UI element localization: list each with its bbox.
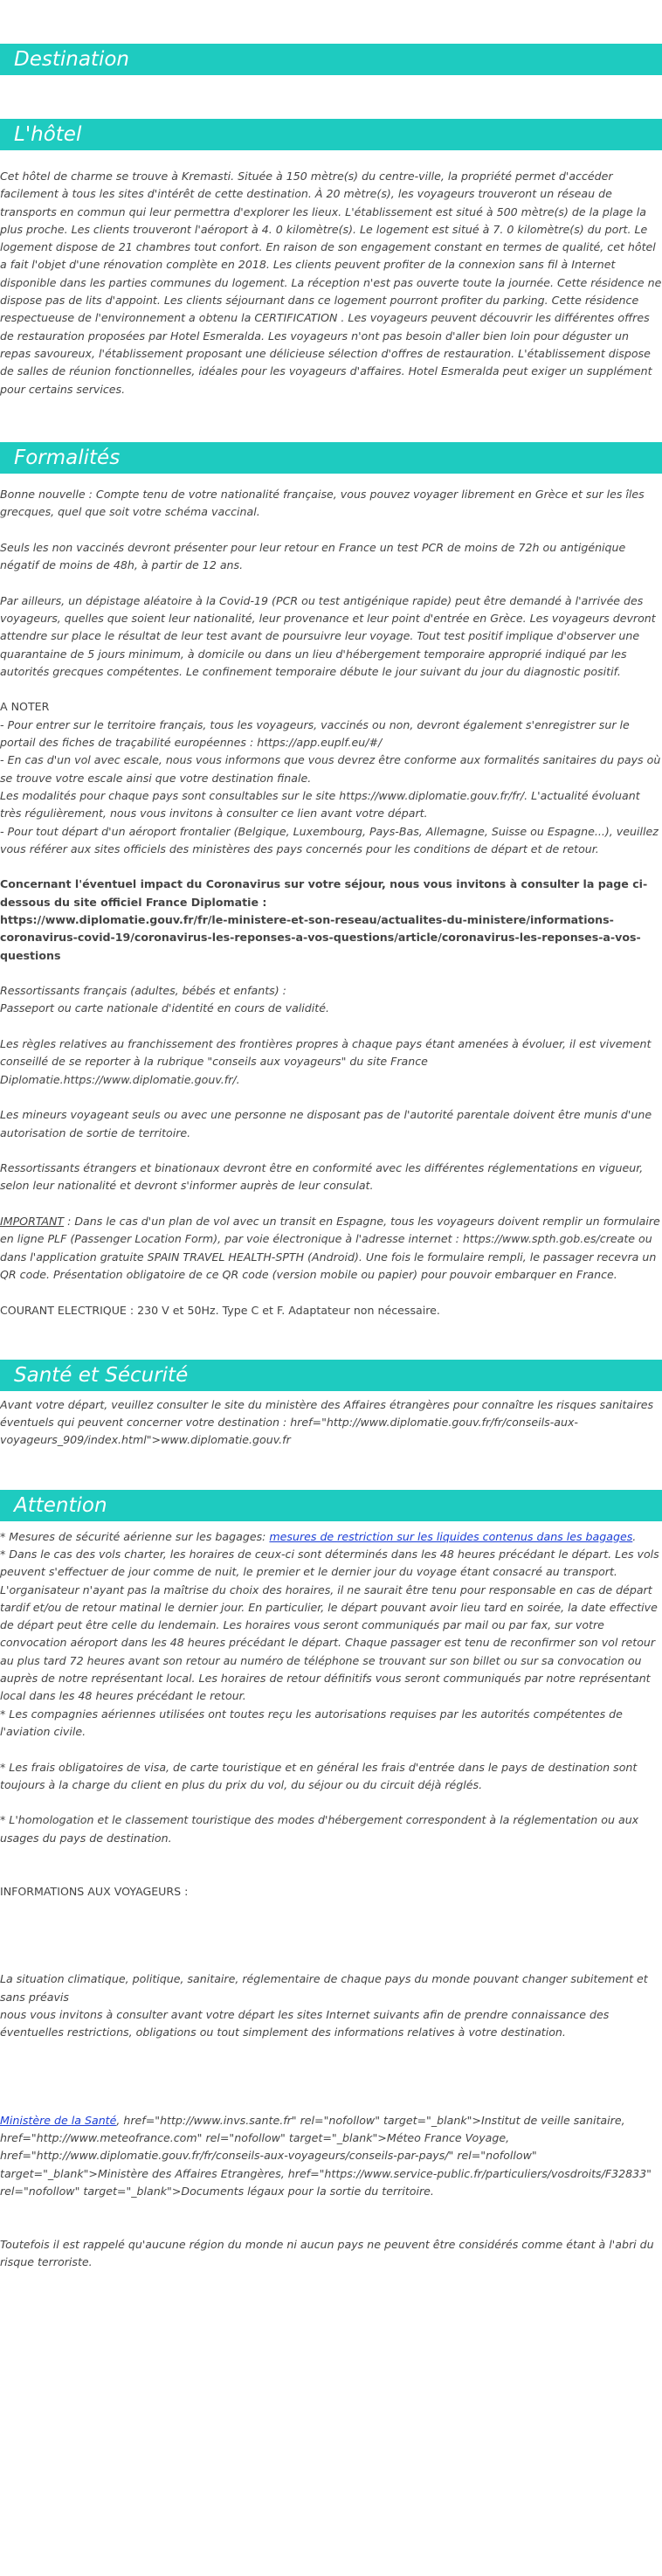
- important-label: IMPORTANT: [0, 1215, 65, 1229]
- sante-heading: Santé et Sécurité: [0, 1360, 662, 1391]
- spacer: [0, 2060, 662, 2112]
- hotel-description: Cet hôtel de charme se trouve à Kremasti. Située à 150 mètre(s) du centre-ville, la propriété permet d'accéder facilement à tous les sites d'intérêt de cette destination. À 20 mètre(s), les voyageurs trouveront un réseau de transports en commun qui leur permettra d'explorer les lieux. L'établissement est situé à 500 mètre(s) de la plage la plus proche. Les clients trouveront l'aéroport à 4. 0 kilomètre(s). Le logement est situé à 7. 0 kilomètre(s) du port. Le logement dispose de 21 chambres tout confort. En raison de son engagement constant en termes de qualité, cet hôtel a fait l'objet d'une rénovation complète en 2018. Les clients peuvent profiter de la connexion sans fil à Internet disponible dans les parties communes du logement. La réception n'est pas ouverte toute la journée. Cette résidence ne dispose pas de lits d'appoint. Les clients séjournant dans ce logement pourront profiter du parking. Cette résidence respectueuse de l'environnement a obtenu la CERTIFICATION . Les voyageurs peuvent découvrir les différentes offres de restauration proposées par Hotel Esmeralda. Les voyageurs n'ont pas besoin d'aller bien loin pour déguster un repas savoureux, l'établissement proposant une délicieuse sélection d'offres de restauration. L'établissement dispose de salles de réunion fonctionnelles, idéales pour les voyageurs d'affaires. Hotel Esmeralda peut exiger un supplément pour certains services.: [0, 170, 662, 396]
- sante-section: [0, 1319, 662, 1450]
- destination-heading: Destination: [0, 44, 662, 75]
- spacer: [0, 1865, 662, 1882]
- formalites-heading: Formalités: [0, 442, 662, 474]
- attention-item-3: * Les compagnies aériennes utilisées ont toutes reçu les autorisations requises par les autorités compétentes de l'aviation civile.: [0, 1707, 623, 1738]
- note-item-4: - Pour tout départ d'un aéroport frontalier (Belgique, Luxembourg, Pays-Bas, Allemagne, Suisse ou Espagne...), veuillez vous référer aux sites officiels des ministères des pays concernés pour les conditions de départ et de retour.: [0, 824, 659, 855]
- info-title: INFORMATIONS AUX VOYAGEURS :: [0, 1884, 189, 1898]
- formalites-mineurs: Les mineurs voyageant seuls ou avec une personne ne disposant pas de l'autorité parentale doivent être munis d'une autorisation de sortie de territoire.: [0, 1108, 652, 1139]
- formalites-p3: Par ailleurs, un dépistage aléatoire à la Covid-19 (PCR ou test antigénique rapide) peut être demandé à l'arrivée des voyageurs, quelles que soient leur nationalité, leur provenance et leur point d'entrée en Grèce. Les voyageurs devront attendre sur place le résultat de leur test avant de poursuivre leur voyage. Tout test positif implique d'observer une quarantaine de 5 jours minimum, à domicile ou dans un lieu d'hébergement temporaire approprié indiqué par les autorités grecques compétentes. Le confinement temporaire débute le jour suivant du jour du diagnostic positif.: [0, 593, 656, 678]
- info-links: [0, 2112, 662, 2200]
- note-item-1: - Pour entrer sur le territoire français, tous les voyageurs, vaccinés ou non, devront également s'enregistrer sur le portail des fiches de traçabilité européennes : https://app.euplf.eu/#/: [0, 717, 630, 750]
- attention-item-1-text: * Mesures de sécurité aérienne sur les bagages:: [0, 1529, 270, 1543]
- attention-item-5: * L'homologation et le classement touristique des modes d'hébergement correspondent à la réglementation ou aux usages du pays de destination.: [0, 1813, 639, 1845]
- courant-electrique: COURANT ELECTRIQUE : 230 V et 50Hz. Type C et F. Adaptateur non nécessaire.: [0, 1303, 440, 1317]
- hotel-body: [0, 150, 662, 398]
- liquides-link[interactable]: mesures de restriction sur les liquides contenus dans les bagages: [269, 1529, 633, 1543]
- coronavirus-url: https://www.diplomatie.gouv.fr/fr/le-ministere-et-son-reseau/actualites-du-ministere/informations-coronavirus-covid-19/coronavirus-les-reponses-a-vos-questions/article/coronavirus-les-reponses-a-vos-questions: [0, 912, 641, 962]
- ressortissants-docs: Passeport ou carte nationale d'identité en cours de validité.: [0, 1001, 329, 1015]
- attention-section: [0, 1450, 662, 2272]
- important-notice: [0, 1213, 662, 1284]
- formalites-p2: Seuls les non vaccinés devront présenter pour leur retour en France un test PCR de moins de 72h ou antigénique négatif de moins de 48h, à partir de 12 ans.: [0, 540, 626, 572]
- attention-item-4: * Les frais obligatoires de visa, de carte touristique et en général les frais d'entrée dans le pays de destination sont toujours à la charge du client en plus du prix du vol, du séjour ou du circuit déjà réglés.: [0, 1760, 638, 1791]
- hotel-heading: L'hôtel: [0, 119, 662, 150]
- formalites-p1: Bonne nouvelle : Compte tenu de votre nationalité française, vous pouvez voyager librement en Grèce et sur les îles grecques, quel que soit votre schéma vaccinal.: [0, 487, 645, 519]
- spacer: [0, 1918, 662, 1970]
- formalites-etrangers: Ressortissants étrangers et binationaux devront être en conformité avec les différentes réglementations en vigueur, selon leur nationalité et devront s'informer auprès de leur consulat.: [0, 1161, 644, 1193]
- formalites-section: [0, 398, 662, 1319]
- terrorisme-notice: Toutefois il est rappelé qu'aucune région du monde ni aucun pays ne peuvent être considérés comme étant à l'abri du risque terroriste.: [0, 2237, 654, 2269]
- spacer: [0, 2219, 662, 2236]
- destination-section: [0, 0, 662, 75]
- sante-body: [0, 1391, 662, 1450]
- note-item-2: - En cas d'un vol avec escale, nous vous informons que vous devrez être conforme aux formalités sanitaires du pays où se trouve votre escale ainsi que votre destination finale.: [0, 753, 661, 785]
- attention-item-1-end: .: [632, 1529, 637, 1543]
- attention-heading: Attention: [0, 1490, 662, 1521]
- info-text-2: nous vous invitons à consulter avant votre départ les sites Internet suivants afin de prendre connaissance des éventuelles restrictions, obligations ou tout simplement des informations relatives à votre destination.: [0, 2007, 610, 2039]
- note-title: A NOTER: [0, 700, 50, 714]
- formalites-body: [0, 474, 662, 1319]
- note-item-3: Les modalités pour chaque pays sont consultables sur le site https://www.diplomatie.gouv.fr/fr/. L'actualité évoluant très régulièrement, nous vous invitons à consulter ce lien avant votre départ.: [0, 788, 640, 821]
- attention-body: [0, 1521, 662, 2272]
- important-text: : Dans le cas d'un plan de vol avec un transit en Espagne, tous les voyageurs doivent remplir un formulaire en ligne PLF (Passenger Location Form), par voie électronique à l'adresse internet : https://www.spth.gob.es/create ou dans l'application gratuite SPAIN TRAVEL HEALTH-SPTH (Android). Une fois le formulaire rempli, le passager recevra un QR code. Présentation obligatoire de ce QR code (version mobile ou papier) pour pouvoir embarquer en France.: [0, 1215, 660, 1281]
- info-text-1: La situation climatique, politique, sanitaire, réglementaire de chaque pays du monde pouvant changer subitement et sans préavis: [0, 1972, 648, 2004]
- info-links-text: , href="http://www.invs.sante.fr" rel="nofollow" target="_blank">Institut de veille sanitaire, href="http://www.meteofrance.com" rel="nofollow" target="_blank">Méteo France Voyage, href="http://www.diplomatie.gouv.fr/fr/conseils-aux-voyageurs/conseils-par-pays/" rel="nofollow" target="_blank">Ministère des Affaires Etrangères, href="https://www.service-public.fr/particuliers/vosdroits/F32833" rel="nofollow" target="_blank">Documents légaux pour la sortie du territoire.: [0, 2113, 652, 2198]
- sante-ministere-link[interactable]: Ministère de la Santé: [0, 2113, 117, 2127]
- coronavirus-notice: Concernant l'éventuel impact du Coronavirus sur votre séjour, nous vous invitons à consulter la page ci-dessous du site officiel France Diplomatie :: [0, 877, 648, 909]
- ressortissants-title: Ressortissants français (adultes, bébés et enfants) :: [0, 984, 286, 998]
- formalites-regles: Les règles relatives au franchissement des frontières propres à chaque pays étant amenées à évoluer, il est vivement conseillé de se reporter à la rubrique "conseils aux voyageurs" du site France Diplomatie.https://www.diplomatie.gouv.fr/.: [0, 1037, 652, 1086]
- attention-item-1: [0, 1528, 662, 1546]
- hotel-section: [0, 75, 662, 398]
- sante-text: Avant votre départ, veuillez consulter le site du ministère des Affaires étrangères pour connaître les risques sanitaires éventuels qui peuvent concerner votre destination : href="http://www.diplomatie.gouv.fr/fr/conseils-aux-voyageurs_909/index.html">www.diplomatie.gouv.fr: [0, 1397, 654, 1447]
- attention-item-2: * Dans le cas des vols charter, les horaires de ceux-ci sont déterminés dans les 48 heures précédant le départ. Les vols peuvent s'effectuer de jour comme de nuit, le premier et le dernier jour du voyage étant consacré au transport. L'organisateur n'ayant pas la maîtrise du choix des horaires, il ne saurait être tenu pour responsable en cas de départ tardif et/ou de retour matinal le dernier jour. En particulier, le départ pouvant avoir lieu tard en soirée, la date effective de départ peut être celle du lendemain. Les horaires vous seront communiqués par mail ou par fax, sur votre convocation aéroport dans les 48 heures précédant le départ. Chaque passager est tenu de reconfirmer son vol retour au plus tard 72 heures avant son retour au numéro de téléphone se trouvant sur son billet ou sur sa convocation ou auprès de notre représentant local. Les horaires de retour définitifs vous seront communiqués par notre représentant local dans les 48 heures précédant le retour.: [0, 1548, 659, 1703]
